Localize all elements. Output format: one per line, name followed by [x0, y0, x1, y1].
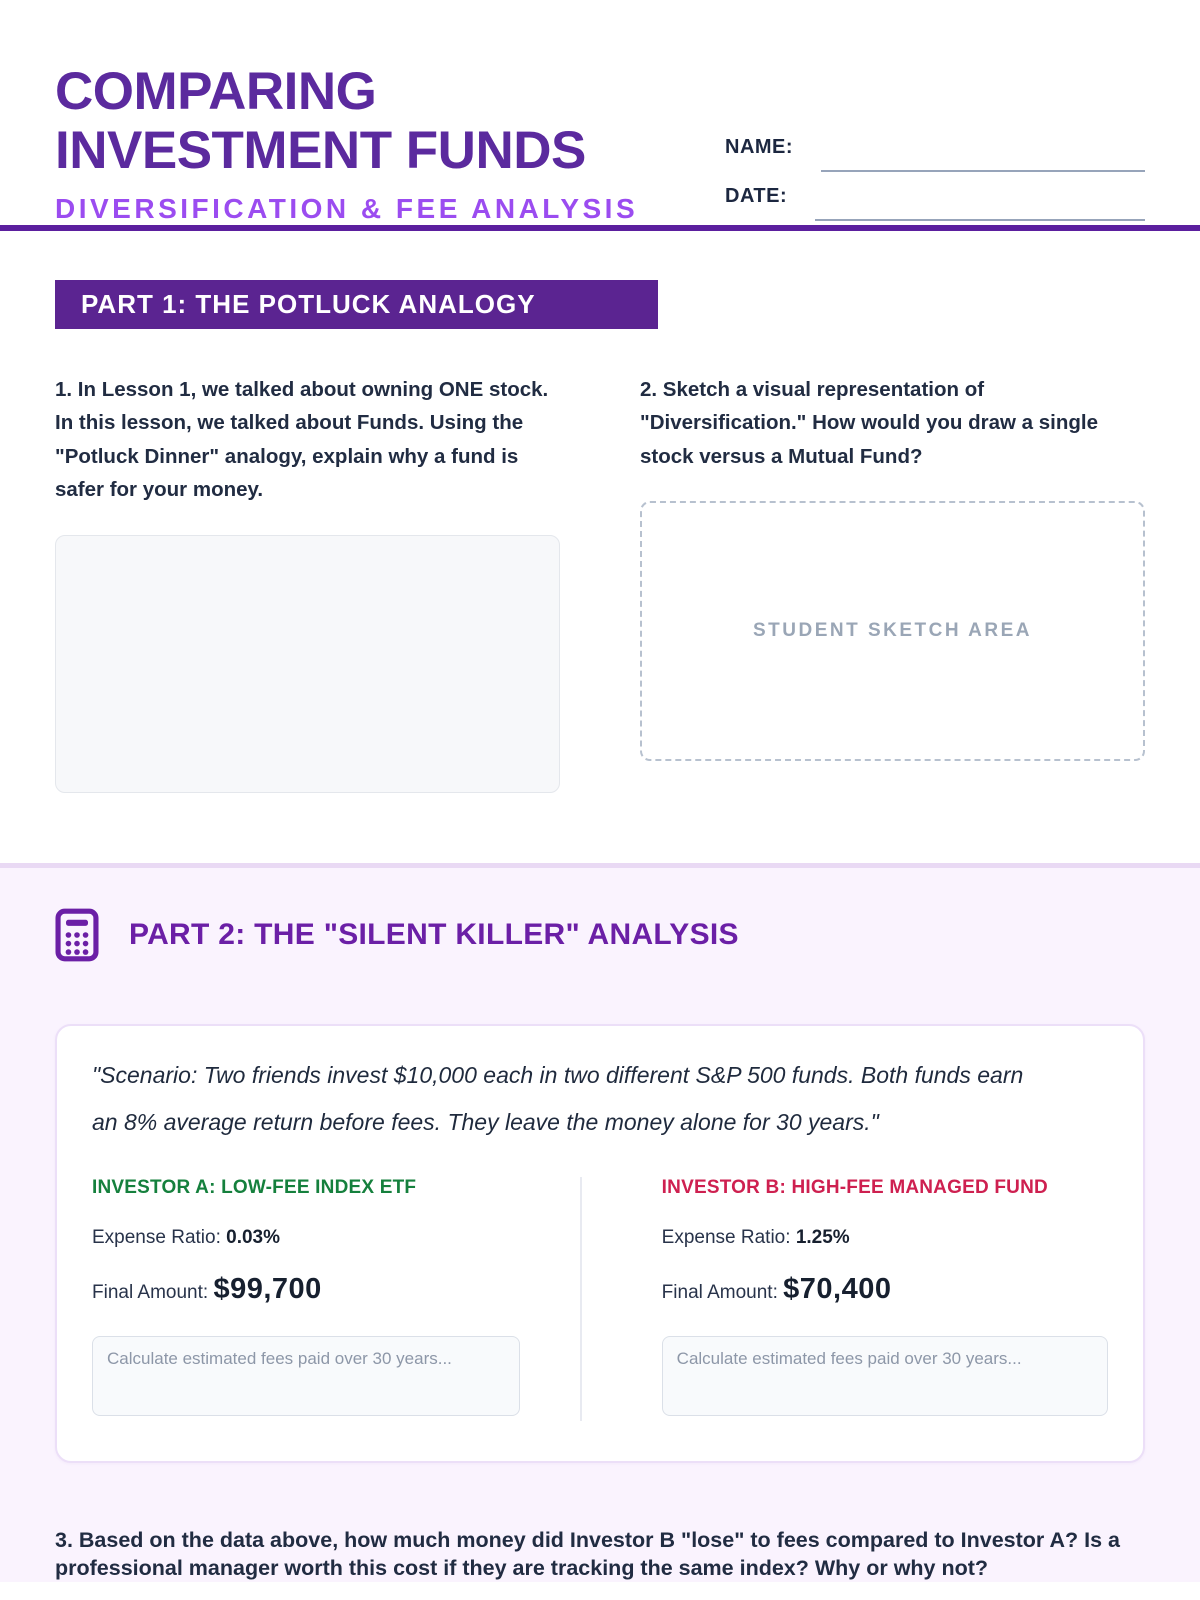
investor-a-expense-ratio: [92, 1227, 520, 1249]
calculator-icon: [55, 908, 99, 962]
page-title: [55, 62, 638, 181]
final-amount-value: $70,400: [783, 1273, 892, 1306]
part2-section: [0, 863, 1200, 1582]
date-field-row: [725, 185, 1145, 208]
question1-text: 1. In Lesson 1, we talked about owning ONE stock. In this lesson, we talked about Funds. Using the "Potluck Dinner" analogy, explain why a fund is safer for your money.: [55, 378, 549, 502]
date-label: DATE:: [725, 185, 788, 207]
question3-text: 3. Based on the data above, how much money did Investor B "lose" to fees compared to Investor A? Is a professional manager worth this cost if they are tracking the same index? Why or why not?: [55, 1528, 1120, 1580]
investor-b-expense-ratio: [662, 1227, 1108, 1249]
expense-ratio-label: Expense Ratio:: [661, 1227, 791, 1249]
investor-a-final-amount: [92, 1273, 520, 1306]
question2-column: [640, 373, 1145, 793]
final-amount-label: Final Amount:: [661, 1282, 778, 1304]
part1-section: [0, 231, 1200, 793]
date-input-line[interactable]: [815, 219, 1145, 221]
question2-text: 2. Sketch a visual representation of "Diversification." How would you draw a single stock versus a Mutual Fund?: [640, 378, 1098, 468]
expense-ratio-value: 1.25%: [795, 1227, 850, 1249]
name-date-fields: [725, 62, 1145, 225]
investor-a-panel: [92, 1177, 580, 1421]
investor-a-fees-input[interactable]: [92, 1336, 520, 1416]
question1-answer-box[interactable]: [55, 535, 560, 793]
investor-b-title: INVESTOR B: HIGH-FEE MANAGED FUND: [661, 1177, 1048, 1199]
page-title-line2: INVESTMENT FUNDS: [55, 121, 586, 181]
question1-column: [55, 373, 560, 793]
name-field-row: [725, 136, 1145, 159]
worksheet-header: [0, 0, 1200, 225]
student-sketch-area[interactable]: [640, 501, 1145, 761]
investor-b-final-amount: [662, 1273, 1108, 1306]
part2-header: [55, 908, 1145, 962]
investor-a-title: INVESTOR A: LOW-FEE INDEX ETF: [92, 1177, 417, 1199]
page-title-line1: COMPARING: [55, 62, 377, 121]
name-input-line[interactable]: [821, 170, 1145, 172]
expense-ratio-value: 0.03%: [226, 1227, 281, 1249]
part2-heading: PART 2: THE "SILENT KILLER" ANALYSIS: [129, 917, 739, 951]
scenario-text: "Scenario: Two friends invest $10,000 each in two different S&P 500 funds. Both funds earn an 8% average return before fees. They leave the money alone for 30 years.": [92, 1061, 1024, 1136]
final-amount-value: $99,700: [213, 1273, 322, 1306]
part1-heading: PART 1: THE POTLUCK ANALOGY: [55, 280, 658, 329]
name-label: NAME:: [725, 136, 794, 158]
sketch-area-label: STUDENT SKETCH AREA: [752, 620, 1033, 642]
final-amount-label: Final Amount:: [92, 1282, 209, 1304]
scenario-card: [55, 1024, 1145, 1464]
investor-b-panel: [580, 1177, 1108, 1421]
page-subtitle: DIVERSIFICATION & FEE ANALYSIS: [55, 192, 639, 224]
investor-b-fees-input[interactable]: [662, 1336, 1108, 1416]
expense-ratio-label: Expense Ratio:: [92, 1227, 221, 1249]
